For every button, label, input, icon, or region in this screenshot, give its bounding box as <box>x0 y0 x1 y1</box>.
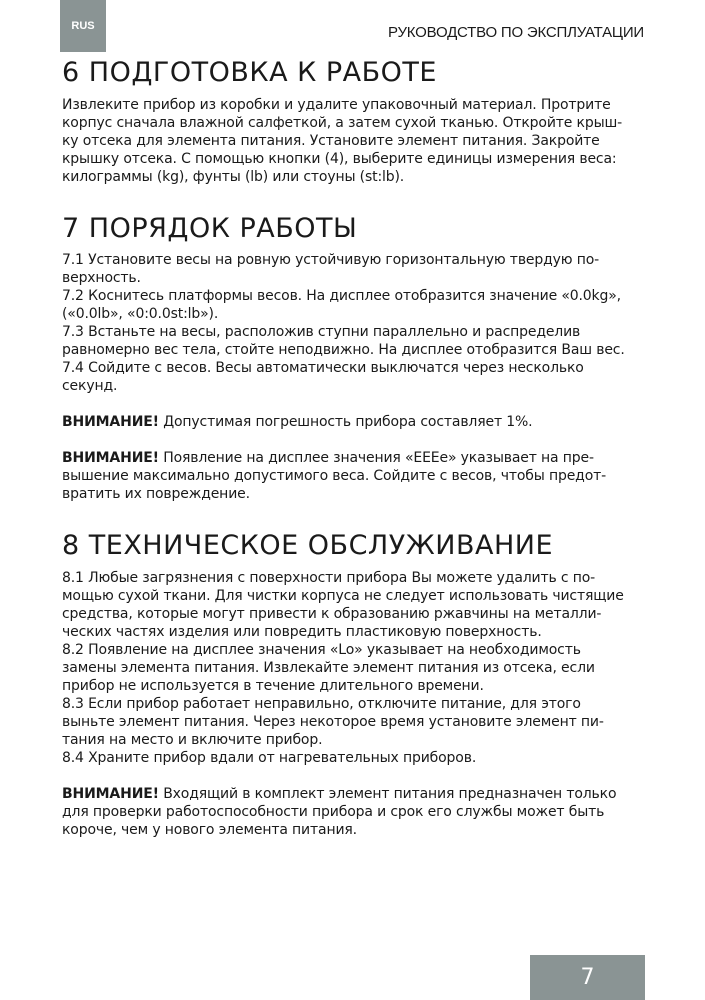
section-body <box>62 96 646 186</box>
text-line: 7.3 Встаньте на весы, расположив ступни параллельно и распределив <box>62 324 581 340</box>
page-content <box>62 56 646 839</box>
text-line: вышение максимально допустимого веса. Сойдите с весов, чтобы предот- <box>62 468 607 484</box>
text-line: 8.4 Храните прибор вдали от нагревательных приборов. <box>62 750 477 766</box>
warning-label: ВНИМАНИЕ! <box>62 786 159 802</box>
warning-label: ВНИМАНИЕ! <box>62 414 159 430</box>
warning-label: ВНИМАНИЕ! <box>62 450 159 466</box>
section-body <box>62 251 646 395</box>
section-heading: 8 ТЕХНИЧЕСКОЕ ОБСЛУЖИВАНИЕ <box>62 530 554 561</box>
page-number: 7 <box>530 955 645 1000</box>
text-line: тания на место и включите прибор. <box>62 732 323 748</box>
section-heading: 7 ПОРЯДОК РАБОТЫ <box>62 213 358 244</box>
text-line: 7.1 Установите весы на ровную устойчивую горизонтальную твердую по- <box>62 252 600 268</box>
text-line <box>62 449 646 467</box>
text-line: 7.2 Коснитесь платформы весов. На дисплее отобразится значение «0.0kg», <box>62 288 621 304</box>
section-operation <box>62 212 646 503</box>
text-line: средства, которые могут привести к образованию ржавчины на металли- <box>62 606 602 622</box>
warning-note <box>62 785 646 839</box>
warning-note <box>62 413 646 431</box>
warning-text: Допустимая погрешность прибора составляет 1%. <box>163 414 533 430</box>
text-line: 8.1 Любые загрязнения с поверхности прибора Вы можете удалить с по- <box>62 570 596 586</box>
text-line: 7.4 Сойдите с весов. Весы автоматически выключатся через несколько <box>62 360 584 376</box>
warning-note <box>62 449 646 503</box>
warning-text: Входящий в комплект элемент питания предназначен только <box>163 786 617 802</box>
section-heading: 6 ПОДГОТОВКА К РАБОТЕ <box>62 57 437 88</box>
text-line: килограммы (kg), фунты (lb) или стоуны (st:lb). <box>62 169 405 185</box>
text-line: мощью сухой ткани. Для чистки корпуса не следует использовать чистящие <box>62 588 624 604</box>
text-line: 8.3 Если прибор работает неправильно, отключите питание, для этого <box>62 696 581 712</box>
text-line: прибор не используется в течение длительного времени. <box>62 678 484 694</box>
text-line: верхность. <box>62 270 141 286</box>
section-preparation <box>62 56 646 186</box>
text-line: ческих частях изделия или повредить пластиковую поверхность. <box>62 624 542 640</box>
text-line: крышку отсека. С помощью кнопки (4), выберите единицы измерения веса: <box>62 151 617 167</box>
text-line: вратить их повреждение. <box>62 486 250 502</box>
text-line: 8.2 Появление на дисплее значения «Lo» указывает на необходимость <box>62 642 581 658</box>
text-line: Извлеките прибор из коробки и удалите упаковочный материал. Протрите <box>62 97 611 113</box>
language-tab: RUS <box>60 0 106 52</box>
text-line <box>62 785 646 803</box>
text-line: для проверки работоспособности прибора и срок его службы может быть <box>62 804 605 820</box>
section-body <box>62 569 646 767</box>
text-line: ку отсека для элемента питания. Установите элемент питания. Закройте <box>62 133 600 149</box>
text-line: замены элемента питания. Извлекайте элемент питания из отсека, если <box>62 660 595 676</box>
text-line: короче, чем у нового элемента питания. <box>62 822 357 838</box>
text-line <box>62 413 646 431</box>
text-line: выньте элемент питания. Через некоторое время установите элемент пи- <box>62 714 604 730</box>
text-line: секунд. <box>62 378 118 394</box>
text-line: равномерно вес тела, стойте неподвижно. На дисплее отобразится Ваш вес. <box>62 342 625 358</box>
text-line: корпус сначала влажной салфеткой, а затем сухой тканью. Откройте крыш- <box>62 115 623 131</box>
text-line: («0.0lb», «0:0.0st:lb»). <box>62 306 219 322</box>
section-maintenance <box>62 529 646 839</box>
manual-title: РУКОВОДСТВО ПО ЭКСПЛУАТАЦИИ <box>388 24 644 41</box>
warning-text: Появление на дисплее значения «EEEe» указывает на пре- <box>163 450 594 466</box>
